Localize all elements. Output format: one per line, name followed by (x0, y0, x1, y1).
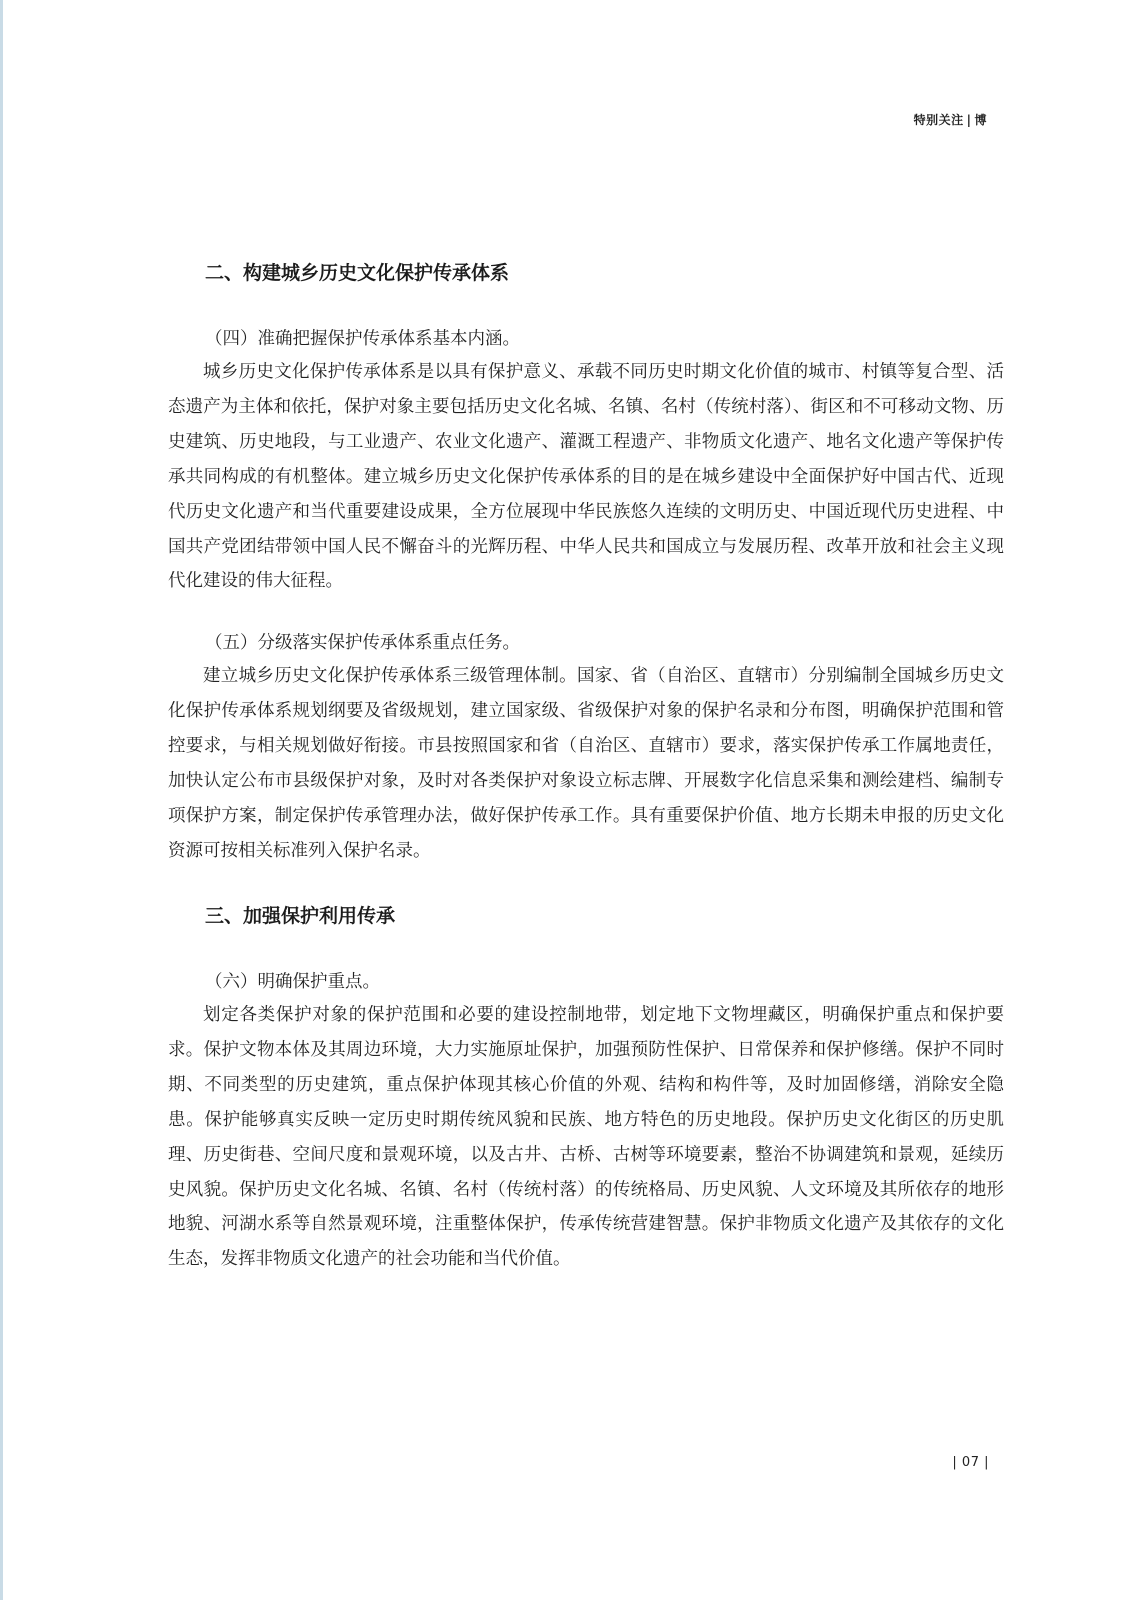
header-separator: | (966, 113, 972, 127)
subsection-title: （四）准确把握保护传承体系基本内涵。 (205, 329, 520, 349)
subsection-title: （六）明确保护重点。 (205, 972, 380, 992)
body-paragraph: 建立城乡历史文化保护传承体系三级管理体制。国家、省（自治区、直辖市）分别编制全国城乡历史文化保护传承体系规划纲要及省级规划，建立国家级、省级保护对象的保护名录和分布图，明确保护范围和管控要求，与相关规划做好衔接。市县按照国家和省（自治区、直辖市）要求，落实保护传承工作属地责任，加快认定公布市县级保护对象，及时对各类保护对象设立标志牌、开展数字化信息采集和测绘建档、编制专项保护方案，制定保护传承管理办法，做好保护传承工作。具有重要保护价值、地方长期未申报的历史文化资源可按相关标准列入保护名录。 (168, 666, 1004, 861)
section-heading: 二、构建城乡历史文化保护传承体系 (205, 262, 510, 284)
section-heading: 三、加强保护利用传承 (205, 905, 396, 927)
page-number: | 07 | (952, 1455, 989, 1470)
header-column: 博 (974, 113, 987, 127)
subsection-title: （五）分级落实保护传承体系重点任务。 (205, 633, 520, 653)
running-header (914, 111, 987, 128)
header-section: 特别关注 (913, 113, 964, 127)
body-paragraph: 划定各类保护对象的保护范围和必要的建设控制地带，划定地下文物埋藏区，明确保护重点和保护要求。保护文物本体及其周边环境，大力实施原址保护，加强预防性保护、日常保养和保护修缮。保护不同时期、不同类型的历史建筑，重点保护体现其核心价值的外观、结构和构件等，及时加固修缮，消除安全隐患。保护能够真实反映一定历史时期传统风貌和民族、地方特色的历史地段。保护历史文化街区的历史肌理、历史街巷、空间尺度和景观环境，以及古井、古桥、古树等环境要素，整治不协调建筑和景观，延续历史风貌。保护历史文化名城、名镇、名村（传统村落）的传统格局、历史风貌、人文环境及其所依存的地形地貌、河湖水系等自然景观环境，注重整体保护，传承传统营建智慧。保护非物质文化遗产及其依存的文化生态，发挥非物质文化遗产的社会功能和当代价值。 (168, 1005, 1004, 1270)
page-edge (0, 0, 3, 1600)
body-paragraph: 城乡历史文化保护传承体系是以具有保护意义、承载不同历史时期文化价值的城市、村镇等复合型、活态遗产为主体和依托，保护对象主要包括历史文化名城、名镇、名村（传统村落）、街区和不可移动文物、历史建筑、历史地段，与工业遗产、农业文化遗产、灌溉工程遗产、非物质文化遗产、地名文化遗产等保护传承共同构成的有机整体。建立城乡历史文化保护传承体系的目的是在城乡建设中全面保护好中国古代、近现代历史文化遗产和当代重要建设成果，全方位展现中华民族悠久连续的文明历史、中国近现代历史进程、中国共产党团结带领中国人民不懈奋斗的光辉历程、中华人民共和国成立与发展历程、改革开放和社会主义现代化建设的伟大征程。 (168, 362, 1004, 592)
